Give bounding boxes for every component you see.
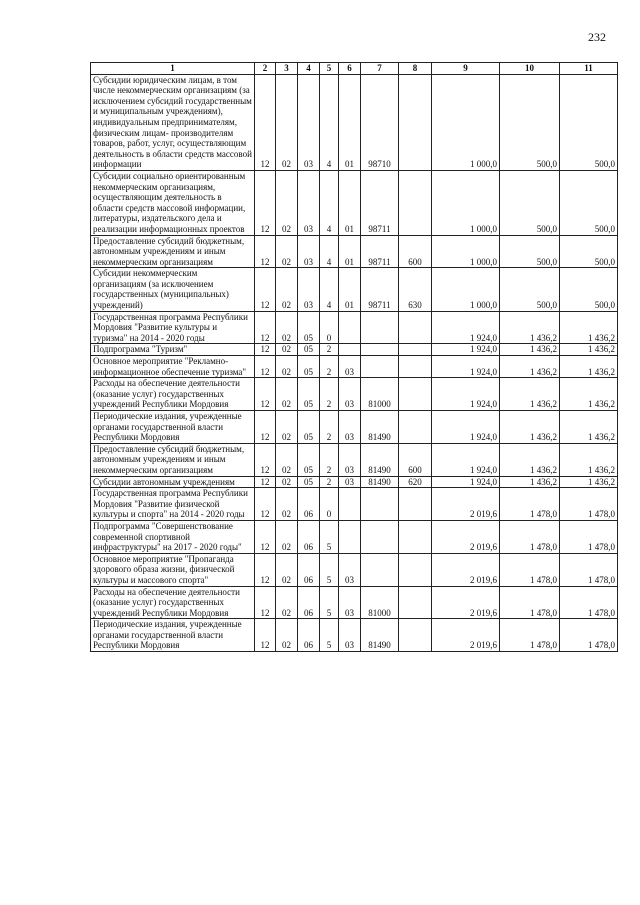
cell-amount-2: 500,0 (500, 170, 560, 235)
cell-amount-3: 1 478,0 (560, 619, 618, 652)
cell-code-5: 03 (339, 378, 361, 411)
table-header-row (91, 63, 618, 75)
row-name: Периодические издания, учрежденные органами государственной власти Республики Мордовия (91, 619, 255, 652)
cell-amount-3: 1 436,2 (560, 311, 618, 344)
cell-code-6: 81490 (361, 619, 399, 652)
cell-amount-1: 1 924,0 (432, 311, 500, 344)
cell-amount-2: 1 436,2 (500, 443, 560, 476)
cell-code-2: 02 (276, 443, 298, 476)
cell-code-4: 5 (320, 553, 339, 586)
column-header-4: 4 (298, 63, 320, 75)
cell-code-3: 03 (298, 268, 320, 311)
cell-code-7 (399, 411, 432, 444)
cell-code-4: 5 (320, 586, 339, 619)
cell-amount-1: 2 019,6 (432, 619, 500, 652)
cell-code-5: 01 (339, 74, 361, 170)
cell-amount-2: 500,0 (500, 74, 560, 170)
row-name: Предоставление субсидий бюджетным, автономным учреждениям и иным некоммерческим организациям (91, 443, 255, 476)
cell-code-2: 02 (276, 553, 298, 586)
cell-amount-1: 2 019,6 (432, 553, 500, 586)
cell-code-5 (339, 488, 361, 521)
cell-code-3: 05 (298, 344, 320, 356)
cell-amount-1: 1 000,0 (432, 235, 500, 268)
cell-amount-1: 2 019,6 (432, 488, 500, 521)
table-row (91, 520, 618, 553)
cell-code-5: 03 (339, 553, 361, 586)
cell-code-1: 12 (255, 378, 276, 411)
row-name: Субсидии юридическим лицам, в том числе некоммерческим организациям (за исключением субсидий государственным и муниципальным учреждениям), индивидуальным предпринимателям, физическим лицам- производителям товаров, работ, услуг, осуществляющим деятельность в области средств массовой информации (91, 74, 255, 170)
cell-code-6 (361, 488, 399, 521)
row-name: Субсидии автономным учреждениям (91, 476, 255, 488)
cell-code-6 (361, 356, 399, 378)
cell-code-1: 12 (255, 344, 276, 356)
cell-code-7 (399, 619, 432, 652)
table-row (91, 488, 618, 521)
cell-code-3: 06 (298, 520, 320, 553)
cell-code-2: 02 (276, 235, 298, 268)
cell-amount-1: 2 019,6 (432, 520, 500, 553)
cell-code-5: 03 (339, 586, 361, 619)
cell-code-5 (339, 344, 361, 356)
cell-amount-1: 1 924,0 (432, 356, 500, 378)
cell-amount-1: 1 924,0 (432, 443, 500, 476)
cell-code-5: 01 (339, 170, 361, 235)
cell-code-2: 02 (276, 586, 298, 619)
row-name: Государственная программа Республики Мордовия "Развитие культуры и туризма" на 2014 - 2020 годы (91, 311, 255, 344)
cell-code-2: 02 (276, 411, 298, 444)
cell-amount-1: 1 000,0 (432, 170, 500, 235)
column-header-11: 11 (560, 63, 618, 75)
row-name: Периодические издания, учрежденные органами государственной власти Республики Мордовия (91, 411, 255, 444)
cell-code-1: 12 (255, 356, 276, 378)
cell-code-6 (361, 520, 399, 553)
cell-code-3: 05 (298, 476, 320, 488)
cell-amount-1: 2 019,6 (432, 586, 500, 619)
column-header-10: 10 (500, 63, 560, 75)
cell-amount-2: 1 478,0 (500, 553, 560, 586)
row-name: Основное мероприятие "Пропаганда здорового образа жизни, физической культуры и массового спорта" (91, 553, 255, 586)
row-name: Предоставление субсидий бюджетным, автономным учреждениям и иным некоммерческим организациям (91, 235, 255, 268)
column-header-9: 9 (432, 63, 500, 75)
row-name: Расходы на обеспечение деятельности (оказание услуг) государственных учреждений Республики Мордовия (91, 378, 255, 411)
table-row (91, 619, 618, 652)
table-row (91, 311, 618, 344)
row-name: Субсидии некоммерческим организациям (за исключением государственных (муниципальных) учреждений) (91, 268, 255, 311)
column-header-3: 3 (276, 63, 298, 75)
cell-code-7: 600 (399, 443, 432, 476)
cell-code-6: 81000 (361, 378, 399, 411)
cell-code-7 (399, 356, 432, 378)
cell-amount-3: 500,0 (560, 170, 618, 235)
cell-code-2: 02 (276, 268, 298, 311)
cell-code-5: 01 (339, 235, 361, 268)
cell-code-6: 81490 (361, 476, 399, 488)
cell-amount-3: 1 436,2 (560, 476, 618, 488)
cell-amount-2: 1 436,2 (500, 476, 560, 488)
cell-code-7: 630 (399, 268, 432, 311)
cell-amount-3: 1 478,0 (560, 553, 618, 586)
cell-code-5: 03 (339, 356, 361, 378)
table-row (91, 235, 618, 268)
table-body (91, 74, 618, 651)
cell-code-4: 4 (320, 268, 339, 311)
cell-code-2: 02 (276, 170, 298, 235)
cell-code-4: 2 (320, 411, 339, 444)
cell-amount-2: 1 436,2 (500, 411, 560, 444)
cell-amount-3: 500,0 (560, 74, 618, 170)
cell-code-2: 02 (276, 520, 298, 553)
cell-code-5 (339, 520, 361, 553)
cell-code-4: 2 (320, 378, 339, 411)
cell-code-2: 02 (276, 344, 298, 356)
cell-code-4: 5 (320, 520, 339, 553)
cell-amount-2: 1 478,0 (500, 488, 560, 521)
cell-code-6: 98710 (361, 74, 399, 170)
cell-code-5: 01 (339, 268, 361, 311)
cell-code-6: 81000 (361, 586, 399, 619)
row-name: Подпрограмма "Туризм" (91, 344, 255, 356)
cell-amount-3: 500,0 (560, 235, 618, 268)
cell-code-4: 4 (320, 235, 339, 268)
cell-amount-2: 500,0 (500, 235, 560, 268)
table-row (91, 268, 618, 311)
table-row (91, 356, 618, 378)
cell-amount-2: 1 436,2 (500, 356, 560, 378)
cell-amount-1: 1 924,0 (432, 476, 500, 488)
cell-code-5: 03 (339, 411, 361, 444)
cell-code-1: 12 (255, 235, 276, 268)
cell-code-4: 2 (320, 356, 339, 378)
row-name: Государственная программа Республики Мордовия "Развитие физической культуры и спорта" на 2014 - 2020 годы (91, 488, 255, 521)
cell-code-1: 12 (255, 476, 276, 488)
cell-code-5: 03 (339, 443, 361, 476)
row-name: Подпрограмма "Совершенствование современной спортивной инфраструктуры" на 2017 - 2020 годы" (91, 520, 255, 553)
cell-amount-3: 1 436,2 (560, 378, 618, 411)
table-row (91, 586, 618, 619)
cell-code-4: 2 (320, 443, 339, 476)
cell-code-7 (399, 378, 432, 411)
table-row (91, 476, 618, 488)
cell-amount-1: 1 000,0 (432, 268, 500, 311)
table-row (91, 553, 618, 586)
cell-amount-3: 1 436,2 (560, 443, 618, 476)
cell-code-1: 12 (255, 74, 276, 170)
cell-code-1: 12 (255, 553, 276, 586)
cell-amount-2: 500,0 (500, 268, 560, 311)
cell-amount-3: 1 478,0 (560, 520, 618, 553)
cell-code-3: 05 (298, 443, 320, 476)
cell-code-7 (399, 586, 432, 619)
cell-code-2: 02 (276, 476, 298, 488)
table-row (91, 378, 618, 411)
table-row (91, 74, 618, 170)
cell-code-3: 03 (298, 74, 320, 170)
cell-amount-2: 1 436,2 (500, 311, 560, 344)
column-header-7: 7 (361, 63, 399, 75)
cell-code-4: 4 (320, 74, 339, 170)
column-header-5: 5 (320, 63, 339, 75)
cell-code-7 (399, 553, 432, 586)
table-row (91, 170, 618, 235)
cell-code-6 (361, 344, 399, 356)
row-name: Субсидии социально ориентированным некоммерческим организациям, осуществляющим деятельность в области средств массовой информации, литературы, издательского дела и реализации информационных проектов (91, 170, 255, 235)
cell-amount-1: 1 924,0 (432, 378, 500, 411)
cell-code-7 (399, 74, 432, 170)
cell-code-5: 03 (339, 619, 361, 652)
cell-code-6: 98711 (361, 268, 399, 311)
cell-code-2: 02 (276, 356, 298, 378)
cell-code-1: 12 (255, 170, 276, 235)
cell-code-4: 0 (320, 488, 339, 521)
cell-amount-2: 1 436,2 (500, 344, 560, 356)
cell-code-4: 5 (320, 619, 339, 652)
budget-table (90, 62, 618, 652)
cell-code-3: 05 (298, 356, 320, 378)
cell-code-1: 12 (255, 619, 276, 652)
cell-code-4: 4 (320, 170, 339, 235)
cell-code-1: 12 (255, 586, 276, 619)
cell-amount-3: 1 478,0 (560, 488, 618, 521)
cell-code-1: 12 (255, 268, 276, 311)
cell-amount-2: 1 478,0 (500, 586, 560, 619)
cell-amount-1: 1 000,0 (432, 74, 500, 170)
cell-code-3: 05 (298, 311, 320, 344)
cell-code-7 (399, 311, 432, 344)
cell-code-1: 12 (255, 411, 276, 444)
table-row (91, 411, 618, 444)
cell-code-2: 02 (276, 378, 298, 411)
cell-code-4: 2 (320, 476, 339, 488)
cell-code-1: 12 (255, 311, 276, 344)
cell-code-6 (361, 553, 399, 586)
cell-code-1: 12 (255, 488, 276, 521)
cell-amount-2: 1 436,2 (500, 378, 560, 411)
cell-code-6: 98711 (361, 170, 399, 235)
table-row (91, 344, 618, 356)
cell-code-1: 12 (255, 520, 276, 553)
column-header-8: 8 (399, 63, 432, 75)
cell-code-3: 05 (298, 411, 320, 444)
cell-code-3: 06 (298, 619, 320, 652)
cell-amount-3: 1 436,2 (560, 356, 618, 378)
cell-code-3: 06 (298, 488, 320, 521)
cell-code-4: 2 (320, 344, 339, 356)
cell-code-2: 02 (276, 619, 298, 652)
cell-amount-1: 1 924,0 (432, 411, 500, 444)
column-header-2: 2 (255, 63, 276, 75)
cell-code-7 (399, 488, 432, 521)
row-name: Расходы на обеспечение деятельности (оказание услуг) государственных учреждений Республики Мордовия (91, 586, 255, 619)
cell-code-6: 98711 (361, 235, 399, 268)
cell-code-5 (339, 311, 361, 344)
cell-code-2: 02 (276, 74, 298, 170)
cell-code-5: 03 (339, 476, 361, 488)
cell-code-6 (361, 311, 399, 344)
row-name: Основное мероприятие "Рекламно-информационное обеспечение туризма" (91, 356, 255, 378)
cell-code-2: 02 (276, 488, 298, 521)
cell-code-3: 06 (298, 553, 320, 586)
cell-code-3: 05 (298, 378, 320, 411)
cell-amount-3: 1 436,2 (560, 411, 618, 444)
cell-amount-3: 1 478,0 (560, 586, 618, 619)
cell-code-2: 02 (276, 311, 298, 344)
cell-code-3: 03 (298, 170, 320, 235)
cell-code-6: 81490 (361, 443, 399, 476)
cell-code-3: 06 (298, 586, 320, 619)
cell-code-1: 12 (255, 443, 276, 476)
column-header-6: 6 (339, 63, 361, 75)
cell-amount-1: 1 924,0 (432, 344, 500, 356)
cell-amount-2: 1 478,0 (500, 520, 560, 553)
cell-code-6: 81490 (361, 411, 399, 444)
cell-code-7 (399, 344, 432, 356)
table-row (91, 443, 618, 476)
cell-amount-3: 500,0 (560, 268, 618, 311)
cell-code-7 (399, 520, 432, 553)
cell-code-7: 620 (399, 476, 432, 488)
cell-amount-2: 1 478,0 (500, 619, 560, 652)
cell-amount-3: 1 436,2 (560, 344, 618, 356)
cell-code-3: 03 (298, 235, 320, 268)
page-number: 232 (588, 30, 606, 44)
column-header-1: 1 (91, 63, 255, 75)
cell-code-7 (399, 170, 432, 235)
cell-code-4: 0 (320, 311, 339, 344)
cell-code-7: 600 (399, 235, 432, 268)
